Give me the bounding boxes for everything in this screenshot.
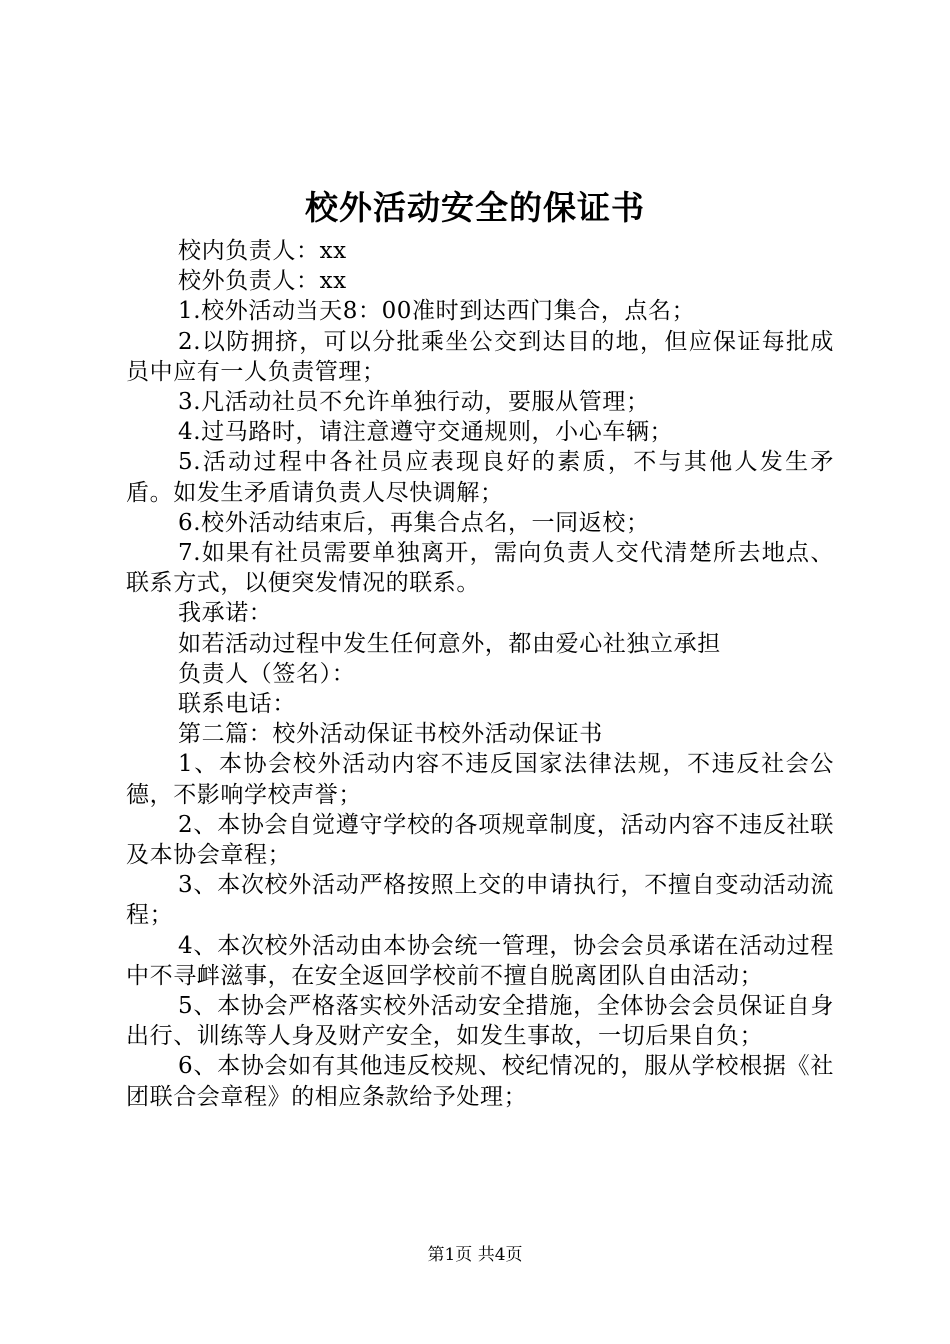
paragraph: 4.过马路时，请注意遵守交通规则，小心车辆；	[178, 419, 674, 446]
paragraph: 负责人（签名）：	[178, 660, 356, 687]
paragraph: 2.以防拥挤，可以分批乘坐公交到达目的地，但应保证每批成员中应有一人负责管理；	[126, 328, 834, 385]
paragraph: 5.活动过程中各社员应表现良好的素质，不与其他人发生矛盾。如发生矛盾请负责人尽快调解；	[126, 449, 834, 506]
paragraph: 校内负责人：xx	[178, 238, 347, 264]
paragraph: 4、本次校外活动由本协会统一管理，协会会员承诺在活动过程中不寻衅滋事，在安全返回学校前不擅自脱离团队自由活动；	[126, 932, 834, 989]
paragraph: 6.校外活动结束后，再集合点名，一同返校；	[178, 509, 650, 536]
page-number-footer: 第1页 共4页	[427, 1245, 523, 1265]
document-body	[126, 236, 834, 1112]
paragraph: 我承诺：	[178, 600, 273, 627]
paragraph: 1.校外活动当天8：00准时到达西门集合，点名；	[178, 298, 696, 325]
document-title: 校外活动安全的保证书	[305, 188, 645, 227]
paragraph: 1、本协会校外活动内容不违反国家法律法规，不违反社会公德，不影响学校声誉；	[126, 751, 834, 808]
paragraph: 校外负责人：xx	[178, 268, 347, 295]
paragraph: 如若活动过程中发生任何意外，都由爱心社独立承担	[178, 630, 721, 657]
paragraph: 6、本协会如有其他违反校规、校纪情况的，服从学校根据《社团联合会章程》的相应条款给予处理；	[126, 1053, 834, 1110]
paragraph: 7.如果有社员需要单独离开，需向负责人交代清楚所去地点、联系方式，以便突发情况的联系。	[126, 540, 834, 597]
paragraph: 5、本协会严格落实校外活动安全措施，全体协会会员保证自身出行、训练等人身及财产安全，如发生事故，一切后果自负；	[126, 993, 834, 1050]
paragraph: 3.凡活动社员不允许单独行动，要服从管理；	[178, 389, 650, 416]
paragraph: 联系电话：	[178, 691, 296, 718]
paragraph: 3、本次校外活动严格按照上交的申请执行，不擅自变动活动流程；	[126, 872, 834, 929]
paragraph: 第二篇：校外活动保证书校外活动保证书	[178, 721, 603, 748]
paragraph: 2、本协会自觉遵守学校的各项规章制度，活动内容不违反社联及本协会章程；	[126, 811, 834, 869]
